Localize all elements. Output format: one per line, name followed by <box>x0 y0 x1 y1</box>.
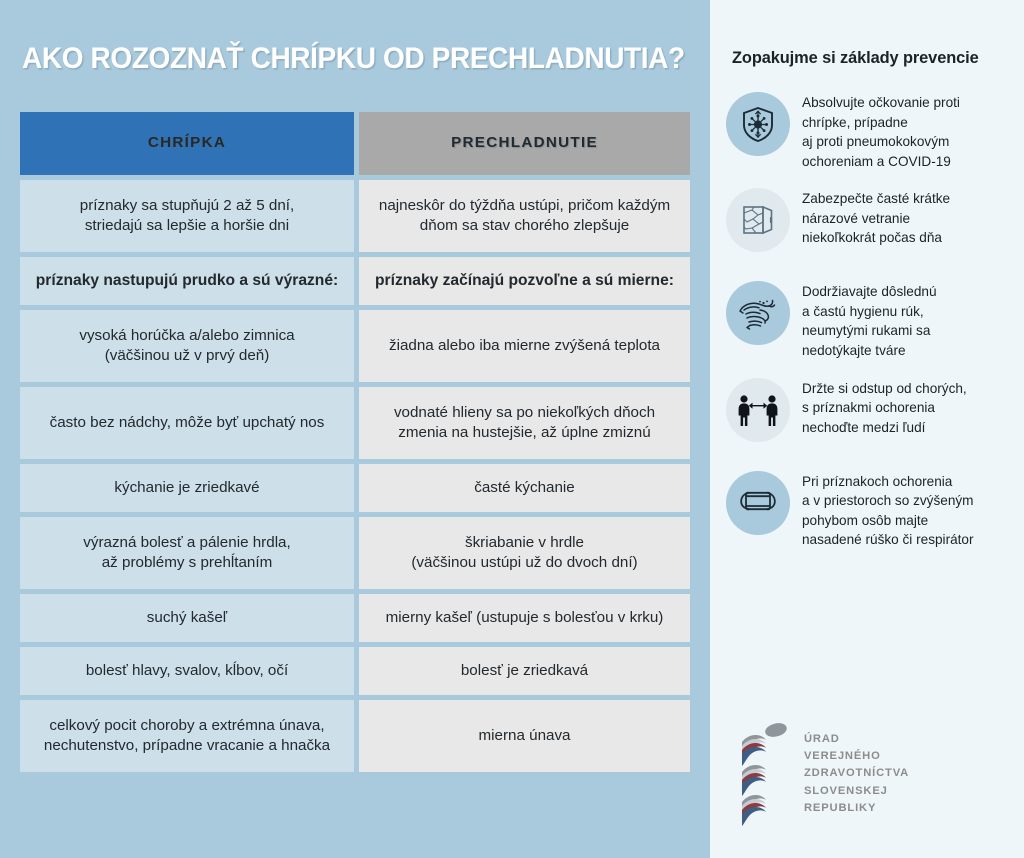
table-cell-cold <box>359 464 690 512</box>
table-cell-cold <box>359 594 690 642</box>
table-cell-flu-text: príznaky sa stupňujú 2 až 5 dní, striedajú sa lepšie a horšie dni <box>79 196 295 234</box>
page-title: AKO ROZOZNAŤ CHRÍPKU OD PRECHLADNUTIA? <box>22 42 685 75</box>
logo-text-line: VEREJNÉHO <box>804 750 881 763</box>
table-cell-cold-text: žiadna alebo iba mierne zvýšená teplota <box>388 336 661 354</box>
table-cell-cold <box>359 310 690 382</box>
logo-text-line: SLOVENSKEJ <box>804 784 888 797</box>
handwash-icon <box>726 281 790 345</box>
social-distance-icon <box>726 378 790 442</box>
uvz-logo <box>732 718 909 830</box>
table-cell-flu-text: príznaky nastupujú prudko a sú výrazné: <box>35 271 339 289</box>
table-cell-flu-text: bolesť hlavy, svalov, kĺbov, očí <box>85 661 289 679</box>
table-body <box>20 180 690 772</box>
table-cell-flu <box>20 387 354 459</box>
table-cell-cold <box>359 647 690 695</box>
logo-text <box>804 731 909 816</box>
table-cell-flu <box>20 180 354 252</box>
table-row <box>20 257 690 305</box>
logo-text-line: REPUBLIKY <box>804 801 877 814</box>
prevention-panel <box>710 0 1024 858</box>
table-cell-flu-text: vysoká horúčka a/alebo zimnica (väčšinou už v prvý deň) <box>79 326 295 364</box>
list-item <box>726 281 1024 360</box>
table-cell-cold <box>359 387 690 459</box>
table-cell-flu <box>20 700 354 772</box>
open-window-icon <box>726 188 790 252</box>
table-cell-cold-text: časté kýchanie <box>474 478 575 496</box>
table-row <box>20 517 690 589</box>
table-cell-flu-text: často bez nádchy, môže byť upchatý nos <box>49 413 325 431</box>
table-cell-cold-text: príznaky začínajú pozvoľne a sú mierne: <box>375 271 674 289</box>
list-item <box>726 92 1024 171</box>
table-cell-flu <box>20 257 354 305</box>
table-cell-flu <box>20 594 354 642</box>
table-cell-flu <box>20 310 354 382</box>
table-cell-cold <box>359 180 690 252</box>
table-cell-cold-text: mierna únava <box>478 726 571 744</box>
list-item-label: Držte si odstup od chorých, s príznakmi ochorenia nechoďte medzi ľudí <box>802 380 967 435</box>
table-row <box>20 464 690 512</box>
list-item-label: Dodržiavajte dôslednú a častú hygienu rúk, neumytými rukami sa nedotýkajte tváre <box>802 284 937 358</box>
table-header-cold-label: PRECHLADNUTIE <box>451 134 598 152</box>
table-header-flu-label: CHRÍPKA <box>147 134 227 152</box>
list-item <box>726 378 1024 454</box>
table-cell-flu-text: suchý kašeľ <box>146 608 228 626</box>
table-cell-flu-text: výrazná bolesť a pálenie hrdla, až problémy s prehĺtaním <box>83 533 291 571</box>
table-cell-flu-text: celkový pocit choroby a extrémna únava, nechutenstvo, prípadne vracanie a hnačka <box>43 716 331 754</box>
table-cell-cold-text: najneskôr do týždňa ustúpi, pričom každým dňom sa stav chorého zlepšuje <box>378 196 671 234</box>
table-cell-cold-text: bolesť je zriedkavá <box>460 661 589 679</box>
table-header-flu <box>20 112 354 175</box>
table-cell-cold-text: škriabanie v hrdle (väčšinou ustúpi už do dvoch dní) <box>411 533 638 571</box>
prevention-tips-list <box>726 92 1024 567</box>
table-cell-cold-text: vodnaté hlieny sa po niekoľkých dňoch zmenia na hustejšie, až úplne zmiznú <box>393 403 656 441</box>
prevention-title: Zopakujme si základy prevencie <box>732 49 979 67</box>
table-cell-cold <box>359 517 690 589</box>
logo-text-line: ÚRAD <box>804 733 840 746</box>
table-cell-flu-text: kýchanie je zriedkavé <box>114 478 260 496</box>
table-header-row <box>20 112 690 175</box>
table-cell-flu <box>20 464 354 512</box>
table-row <box>20 700 690 772</box>
table-row <box>20 180 690 252</box>
logo-serpent-icon <box>732 718 794 830</box>
table-cell-cold <box>359 257 690 305</box>
table-cell-flu <box>20 517 354 589</box>
table-row <box>20 310 690 382</box>
comparison-table <box>20 112 690 777</box>
list-item-label: Pri príznakoch ochorenia a v priestoroch so zvýšeným pohybom osôb majte nasadené rúško či respirátor <box>802 473 974 548</box>
list-item <box>726 471 1024 550</box>
table-row <box>20 647 690 695</box>
face-mask-icon <box>726 471 790 535</box>
list-item <box>726 188 1024 264</box>
table-row <box>20 594 690 642</box>
logo-text-line: ZDRAVOTNÍCTVA <box>804 767 910 780</box>
table-row <box>20 387 690 459</box>
table-cell-cold-text: mierny kašeľ (ustupuje s bolesťou v krku) <box>385 608 664 626</box>
table-cell-cold <box>359 700 690 772</box>
table-cell-flu <box>20 647 354 695</box>
list-item-label: Zabezpečte časté krátke nárazové vetranie niekoľkokrát počas dňa <box>802 191 951 246</box>
shield-virus-icon <box>726 92 790 156</box>
list-item-label: Absolvujte očkovanie proti chrípke, prípadne aj proti pneumokokovým ochoreniam a COVID-19 <box>802 95 960 169</box>
table-header-cold <box>359 112 690 175</box>
